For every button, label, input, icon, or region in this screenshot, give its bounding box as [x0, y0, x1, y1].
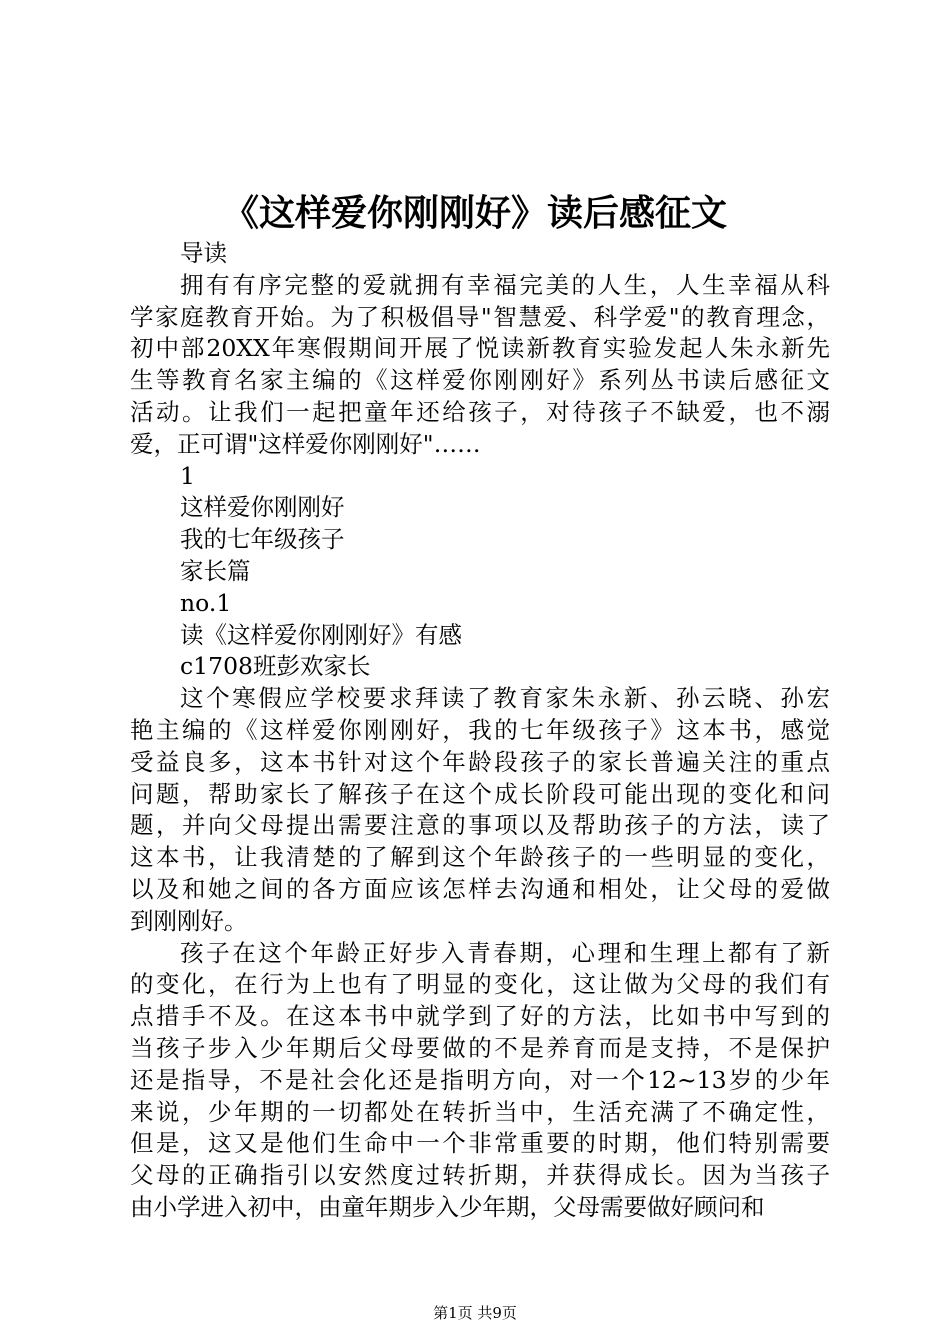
heading-line	[130, 461, 830, 493]
text-line: 还是指导，不是社会化还是指明方向，对一个12~13岁的少年	[130, 1065, 830, 1094]
document-body	[130, 238, 830, 1224]
text-line: 生等教育名家主编的《这样爱你刚刚好》系列丛书读后感征文	[130, 366, 830, 395]
text-line: 1	[180, 461, 195, 490]
heading-line	[130, 556, 830, 588]
text-line: 由小学进入初中，由童年期步入少年期，父母需要做好顾问和	[130, 1192, 765, 1221]
text-line: 的变化，在行为上也有了明显的变化，这让做为父母的我们有	[130, 970, 830, 999]
text-line: 活动。让我们一起把童年还给孩子，对待孩子不缺爱，也不溺	[130, 397, 830, 426]
heading-line	[130, 492, 830, 524]
text-line: no.1	[180, 588, 232, 617]
text-line: 这本书，让我清楚的了解到这个年龄孩子的一些明显的变化，	[130, 843, 830, 872]
text-line: 读《这样爱你刚刚好》有感	[180, 620, 462, 649]
heading-line	[130, 238, 830, 270]
text-line: 但是，这又是他们生命中一个非常重要的时期，他们特别需要	[130, 1129, 830, 1158]
paragraph	[130, 270, 830, 461]
text-line: c1708班彭欢家长	[180, 652, 371, 681]
text-line: 题，并向父母提出需要注意的事项以及帮助孩子的方法，读了	[130, 811, 830, 840]
text-line: 当孩子步入少年期后父母要做的不是养育而是支持，不是保护	[130, 1033, 830, 1062]
text-line: 爱，正可谓"这样爱你刚刚好"……	[130, 429, 481, 458]
text-line: 到刚刚好。	[130, 906, 248, 935]
text-line: 家长篇	[180, 556, 251, 585]
text-line: 孩子在这个年龄正好步入青春期，心理和生理上都有了新	[180, 938, 830, 967]
paragraph	[130, 683, 830, 937]
text-line: 导读	[180, 239, 227, 267]
heading-line	[130, 620, 830, 652]
text-line: 艳主编的《这样爱你刚刚好，我的七年级孩子》这本书，感觉	[130, 715, 830, 744]
text-line: 我的七年级孩子	[180, 525, 345, 554]
text-line: 父母的正确指引以安然度过转折期，并获得成长。因为当孩子	[130, 1161, 830, 1190]
text-line: 初中部20XX年寒假期间开展了悦读新教育实验发起人朱永新先	[130, 334, 830, 363]
text-line: 受益良多，这本书针对这个年龄段孩子的家长普遍关注的重点	[130, 747, 830, 776]
page-number-footer: 第1页 共9页	[433, 1304, 517, 1322]
text-line: 来说，少年期的一切都处在转折当中，生活充满了不确定性，	[130, 1097, 830, 1126]
text-line: 点措手不及。在这本书中就学到了好的方法，比如书中写到的	[130, 1002, 830, 1031]
heading-line	[130, 524, 830, 556]
text-line: 拥有有序完整的爱就拥有幸福完美的人生，人生幸福从科	[180, 270, 830, 299]
heading-line	[130, 651, 830, 683]
text-line: 这样爱你刚刚好	[180, 493, 345, 522]
document-title: 《这样爱你刚刚好》读后感征文	[222, 192, 727, 234]
text-line: 学家庭教育开始。为了积极倡导"智慧爱、科学爱"的教育理念，	[130, 302, 830, 331]
text-line: 问题，帮助家长了解孩子在这个成长阶段可能出现的变化和问	[130, 779, 830, 808]
text-line: 以及和她之间的各方面应该怎样去沟通和相处，让父母的爱做	[130, 874, 830, 903]
heading-line	[130, 588, 830, 620]
text-line: 这个寒假应学校要求拜读了教育家朱永新、孙云晓、孙宏	[180, 684, 830, 713]
paragraph	[130, 938, 830, 1224]
